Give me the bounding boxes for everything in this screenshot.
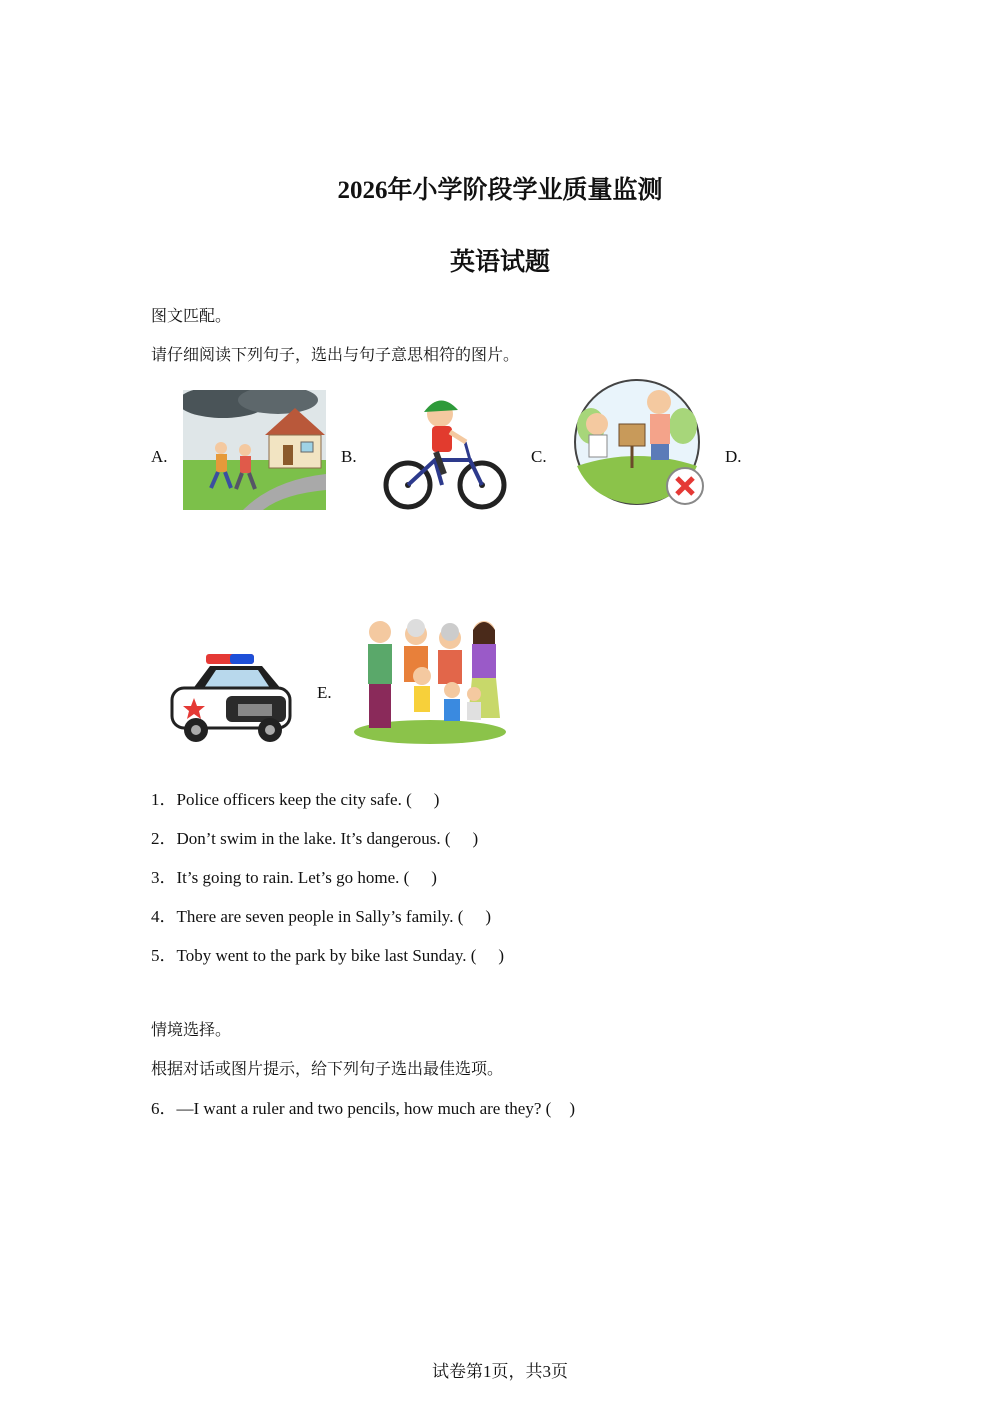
question-number: 5． [151,946,177,965]
question-text: It’s going to rain. Let’s go home. ( [176,868,410,887]
option-d-label: D. [725,447,742,466]
page-footer: 试卷第1页，共3页 [432,1362,568,1381]
question-close: ) [433,790,440,809]
boy-riding-bike-picture [380,390,510,510]
question-number: 1． [151,790,177,809]
rain-running-home-picture [183,390,326,510]
question-text: Toby went to the park by bike last Sunday. ( [176,946,477,965]
section1-instruction: 请仔细阅读下列句子，选出与句子意思相符的图片。 [151,345,520,364]
question-4 [151,902,491,927]
question-1 [151,785,439,810]
family-of-seven-picture [352,614,508,746]
question-2 [151,824,478,849]
section2-heading: 情境选择。 [151,1020,232,1039]
police-car-picture [166,650,296,746]
question-close: ) [498,946,505,965]
question-5 [151,941,504,966]
question-6 [151,1094,575,1119]
question-number: 3． [151,868,177,887]
question-text: There are seven people in Sally’s family. ( [176,907,464,926]
option-c-label: C. [531,447,547,466]
question-number: 4． [151,907,177,926]
question-number: 2． [151,829,177,848]
section1-heading: 图文匹配。 [151,306,232,325]
question-close: ) [485,907,492,926]
question-close: ) [569,1099,575,1118]
question-close: ) [472,829,479,848]
exam-subtitle: 英语试题 [449,249,550,276]
option-a-label: A. [151,447,168,466]
question-3 [151,863,437,888]
option-b-label: B. [341,447,357,466]
question-close: ) [431,868,437,887]
question-text: Police officers keep the city safe. ( [176,790,412,809]
question-text: —I want a ruler and two pencils, how much are they? ( [176,1099,552,1118]
no-swimming-sign-picture [571,376,709,512]
exam-title: 2026年小学阶段学业质量监测 [337,177,663,204]
question-number: 6． [151,1099,177,1118]
option-e-label: E. [317,683,332,702]
section2-instruction: 根据对话或图片提示，给下列句子选出最佳选项。 [151,1059,504,1078]
question-text: Don’t swim in the lake. It’s dangerous. ( [176,829,451,848]
